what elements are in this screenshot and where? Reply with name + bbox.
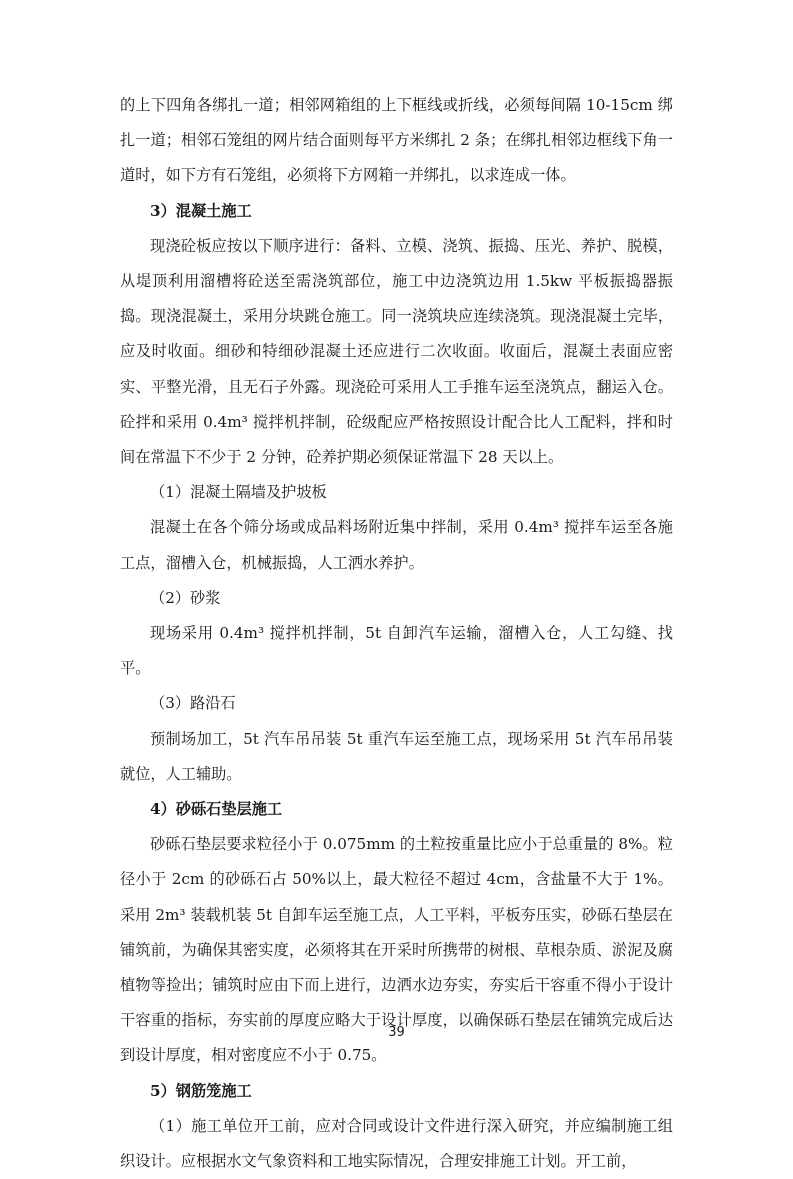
body-text [120, 88, 673, 1179]
subheading-curb-stone: （3）路沿石 [150, 694, 236, 713]
subheading-mortar: （2）砂浆 [150, 588, 221, 607]
paragraph-gravel-cushion: 砂砾石垫层要求粒径小于 0.075mm 的土粒按重量比应小于总重量的 8%。粒径小于 2cm 的砂砾石占 50%以上，最大粒径不超过 4cm，含盐量不大于 1%。采用 2m³ 装载机装 5t 自卸车运至施工点，人工平料，平板夯压实，砂砾石垫层在铺筑前，为确保其密实度，必须将其在开采时所携带的树根、草根杂质、淤泥及腐植物等捡出；铺筑时应由下而上进行，边洒水边夯实，夯实后干容重不得小于设计干容重的指标，夯实前的厚度应略大于设计厚度，以确保砾石垫层在铺筑完成后达到设计厚度，相对密度应不小于 0.75。 [120, 835, 673, 1065]
paragraph-continuation: 的上下四角各绑扎一道；相邻网箱组的上下框线或折线，必须每间隔 10-15cm 绑扎一道；相邻石笼组的网片结合面则每平方米绑扎 2 条；在绑扎相邻边框线下角一道时，如下方有石笼组，必须将下方网箱一并绑扎，以求连成一体。 [120, 96, 673, 185]
paragraph-curb-stone: 预制场加工，5t 汽车吊吊装 5t 重汽车运至施工点，现场采用 5t 汽车吊吊装就位，人工辅助。 [120, 729, 673, 783]
paragraph-concrete-procedure: 现浇砼板应按以下顺序进行：备料、立模、浇筑、振捣、压光、养护、脱模，从堤顶利用溜槽将砼送至需浇筑部位，施工中边浇筑边用 1.5kw 平板振捣器振捣。现浇混凝土，采用分块跳仓施工。同一浇筑块应连续浇筑。现浇混凝土完毕，应及时收面。细砂和特细砂混凝土还应进行二次收面。收面后，混凝土表面应密实、平整光滑，且无石子外露。现浇砼可采用人工手推车运至浇筑点，翻运入仓。砼拌和采用 0.4m³ 搅拌机拌制，砼级配应严格按照设计配合比人工配料，拌和时间在常温下不少于 2 分钟，砼养护期必须保证常温下 28 天以上。 [120, 236, 673, 467]
section-heading-concrete: 3）混凝土施工 [150, 201, 252, 220]
subheading-partition-wall: （1）混凝土隔墙及护坡板 [150, 483, 327, 502]
paragraph-partition-wall: 混凝土在各个筛分场或成品料场附近集中拌制，采用 0.4m³ 搅拌车运至各施工点，溜槽入仓，机械振捣，人工洒水养护。 [120, 518, 673, 572]
paragraph-rebar-cage: （1）施工单位开工前，应对合同或设计文件进行深入研究，并应编制施工组织设计。应根据水文气象资料和工地实际情况，合理安排施工计划。开工前， [120, 1116, 673, 1171]
section-heading-rebar-cage: 5）钢筋笼施工 [150, 1081, 252, 1100]
page-number: 39 [388, 1025, 405, 1040]
paragraph-mortar: 现场采用 0.4m³ 搅拌机拌制，5t 自卸汽车运输，溜槽入仓，人工勾缝、找平。 [120, 624, 673, 678]
section-heading-gravel-cushion: 4）砂砾石垫层施工 [150, 800, 283, 819]
